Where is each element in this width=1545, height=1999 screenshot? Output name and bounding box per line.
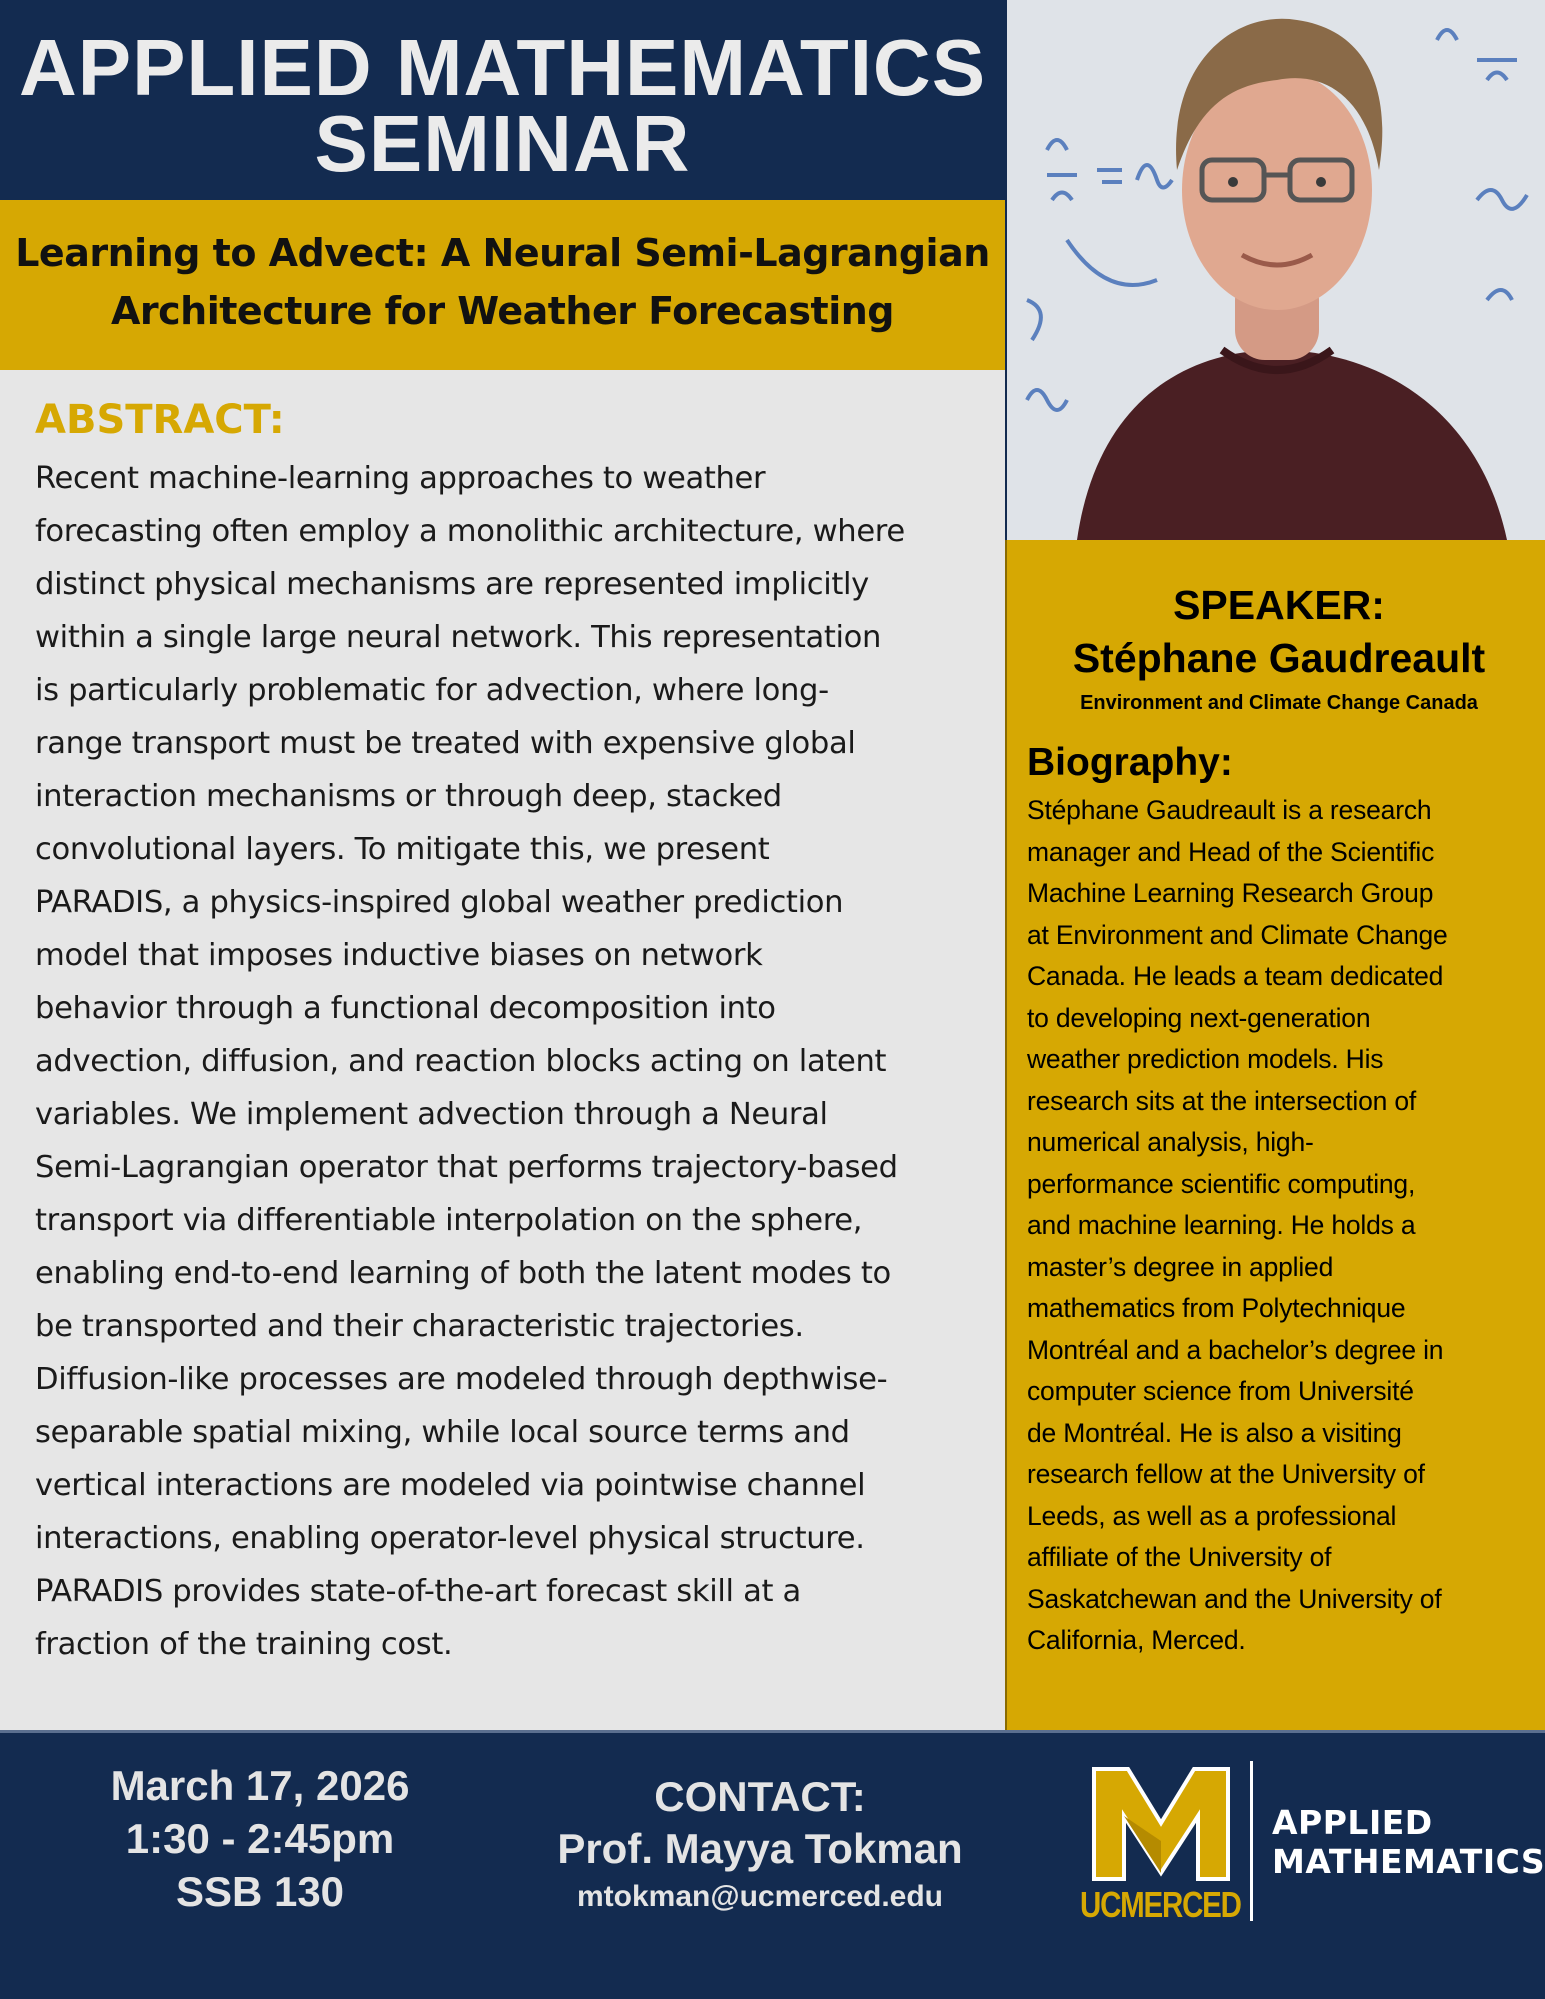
- contact-name: Prof. Mayya Tokman: [557, 1825, 963, 1872]
- contact-info: [500, 1771, 1020, 1919]
- m-logo-icon: [1086, 1761, 1236, 1886]
- speaker-label: SPEAKER:: [1173, 582, 1385, 628]
- ucmerced-wordmark: [1080, 1885, 1241, 1925]
- speaker-photo: [1005, 0, 1545, 540]
- department-name-line1: APPLIED: [1272, 1803, 1433, 1842]
- event-time: 1:30 - 2:45pm: [125, 1815, 395, 1862]
- event-location: SSB 130: [175, 1868, 345, 1915]
- talk-title-band: [0, 200, 1005, 370]
- department-name-line2: MATHEMATICS: [1272, 1842, 1545, 1881]
- seminar-header: [0, 0, 1005, 200]
- speaker-name: Stéphane Gaudreault: [1072, 635, 1486, 681]
- biography-body: Stéphane Gaudreault is a research manager and Head of the Scientific Machine Learning Research Group at Environment and Climate Change Canada. He leads a team dedicated to developing next-generation weather prediction models. His research sits at the intersection of numerical analysis, high- performance scientific computing, and machine learning. He holds a master’s degree in applied mathematics from Polytechnique Montréal and a bachelor’s degree in computer science from Université de Montréal. He is also a visiting research fellow at the University of Leeds, as well as a professional affiliate of the University of Saskatchewan and the University of California, Merced.: [1027, 795, 1448, 1655]
- talk-title-line2: Architecture for Weather Forecasting: [111, 289, 894, 333]
- ucmerced-wordmark-uc: UC: [1080, 1884, 1121, 1925]
- speaker-affiliation: Environment and Climate Change Canada: [1080, 692, 1478, 714]
- event-info: [60, 1759, 460, 1918]
- speaker-panel: [1005, 540, 1545, 1730]
- ucmerced-wordmark-merced: MERCED: [1120, 1884, 1241, 1925]
- seminar-title-line2: SEMINAR: [314, 99, 691, 188]
- seminar-title-line1: APPLIED MATHEMATICS: [18, 23, 987, 112]
- speaker-portrait-image: [1007, 0, 1545, 540]
- ucmerced-logo: [1080, 1761, 1545, 1931]
- event-date: March 17, 2026: [110, 1762, 410, 1809]
- footer: [0, 1730, 1545, 1999]
- department-name: [1272, 1803, 1545, 1881]
- abstract-section: [0, 370, 1005, 1730]
- contact-email[interactable]: mtokman@ucmerced.edu: [576, 1880, 944, 1913]
- abstract-heading: ABSTRACT:: [35, 397, 285, 443]
- biography-heading: Biography:: [1027, 741, 1233, 784]
- logo-divider: [1250, 1761, 1253, 1921]
- abstract-body: Recent machine-learning approaches to weather forecasting often employ a monolithic architecture, where distinct physical mechanisms are represented implicitly within a single large neural network. This representation is particularly problematic for advection, where long- range transport must be treated with expensive global interaction mechanisms or through deep, stacked convolutional layers. To mitigate this, we present PARADIS, a physics-inspired global weather prediction model that imposes inductive biases on network behavior through a functional decomposition into advection, diffusion, and reaction blocks acting on latent variables. We implement advection through a Neural Semi-Lagrangian operator that performs trajectory-based transport via differentiable interpolation on the sphere, enabling end-to-end learning of both the latent modes to be transported and their characteristic trajectories. Diffusion-like processes are modeled through depthwise- separable spatial mixing, while local source terms and vertical interactions are modeled via pointwise channel interactions, enabling operator-level physical structure. PARADIS provides state-of-the-art forecast skill at a fraction of the training cost.: [35, 461, 905, 1662]
- talk-title-line1: Learning to Advect: A Neural Semi-Lagrangian: [15, 231, 990, 275]
- contact-label: CONTACT:: [654, 1773, 866, 1820]
